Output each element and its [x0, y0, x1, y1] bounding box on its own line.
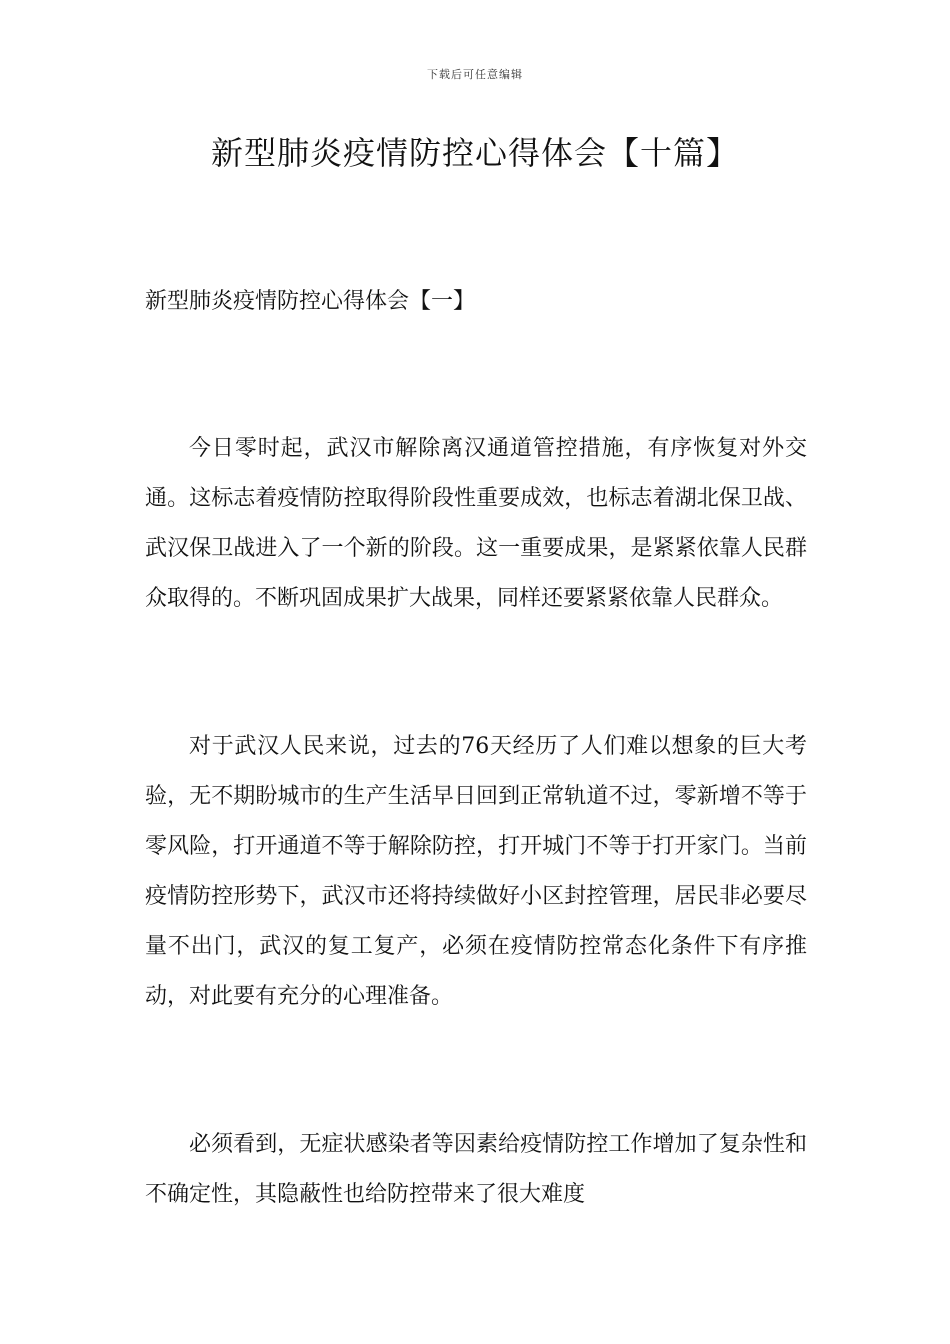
header-note: 下载后可任意编辑	[427, 68, 523, 81]
paragraph: 必须看到，无症状感染者等因素给疫情防控工作增加了复杂性和不确定性，其隐蔽性也给防控带来了很大难度	[145, 1132, 807, 1207]
section-heading: 新型肺炎疫情防控心得体会【一】	[145, 289, 476, 314]
document-title: 新型肺炎疫情防控心得体会【十篇】	[210, 134, 739, 172]
paragraph: 今日零时起，武汉市解除离汉通道管控措施，有序恢复对外交通。这标志着疫情防控取得阶段性重要成效，也标志着湖北保卫战、武汉保卫战进入了一个新的阶段。这一重要成果，是紧紧依靠人民群众取得的。不断巩固成果扩大战果，同样还要紧紧依靠人民群众。	[145, 436, 807, 611]
paragraph: 对于武汉人民来说，过去的76天经历了人们难以想象的巨大考验，无不期盼城市的生产生活早日回到正常轨道不过，零新增不等于零风险，打开通道不等于解除防控，打开城门不等于打开家门。当前疫情防控形势下，武汉市还将持续做好小区封控管理，居民非必要尽量不出门，武汉的复工复产，必须在疫情防控常态化条件下有序推动，对此要有充分的心理准备。	[145, 734, 807, 1009]
